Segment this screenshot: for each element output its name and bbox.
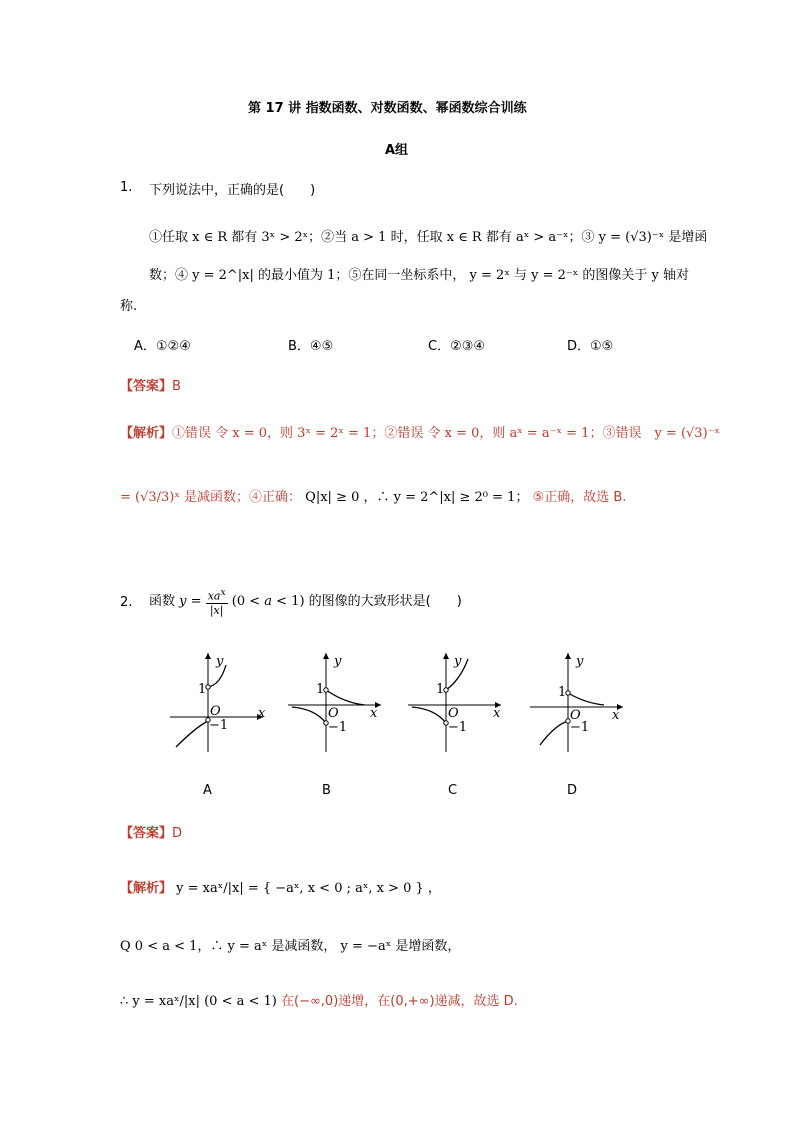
q2-analysis-line2 — [120, 935, 460, 954]
q1-analysis-text2a: = (√3/3)ˣ 是减函数；④正确： — [120, 490, 302, 505]
q2-stem-post: 的图像的大致形状是( ) — [308, 593, 462, 609]
graph-c-tick-1: 1 — [436, 682, 445, 697]
q1-option-d[interactable]: D．①⑤ — [567, 339, 614, 354]
q1-line2: 数；④ y = 2^|x| 的最小值为 1；⑤在同一坐标系中， y = 2ˣ 与 y = 2⁻ˣ 的图像关于 y 轴对 — [149, 268, 689, 283]
graph-a-origin: O — [210, 704, 221, 719]
graph-c-y-label: y — [454, 654, 462, 669]
graph-b-origin: O — [328, 706, 339, 721]
q1-stem: 下列说法中，正确的是( ) — [149, 183, 316, 198]
q1-answer — [120, 375, 181, 394]
q1-analysis-text2b: Q|x| ≥ 0 ，∴ y = 2^|x| ≥ 2⁰ = 1； — [305, 490, 529, 505]
graph-label-b[interactable]: B — [322, 783, 331, 798]
q2-fraction: $\frac{xa^x}{|x|}$ — [207, 587, 226, 617]
q2-answer-value: D — [172, 826, 183, 841]
graph-d-tick-neg1: −1 — [570, 720, 590, 735]
graph-b-y-label: y — [334, 654, 342, 669]
graph-c-tick-neg1: −1 — [448, 720, 468, 735]
graph-b-tick-neg1: −1 — [328, 720, 348, 735]
q1-option-a[interactable]: A．①②④ — [134, 339, 191, 354]
q2-number: 2. — [120, 595, 133, 610]
q2-function-formula: y = $\frac{xa^x}{|x|}$ (0 < a < 1) — [179, 587, 309, 617]
q1-analysis-text2c: ⑤正确，故选 B. — [532, 490, 627, 505]
graph-b-tick-1: 1 — [316, 682, 325, 697]
graph-a-y-label: y — [216, 654, 224, 669]
group-heading: A组 — [385, 143, 409, 158]
q2-stem — [149, 586, 462, 617]
graph-d[interactable] — [530, 653, 623, 752]
graph-d-x-label: x — [612, 708, 620, 723]
graph-d-tick-1: 1 — [558, 685, 567, 700]
q1-analysis-line2 — [120, 486, 626, 505]
graph-a-tick-1: 1 — [198, 682, 207, 697]
graph-a[interactable] — [170, 653, 266, 752]
graph-a-x-label: x — [258, 706, 266, 721]
q2-analysis-line3 — [120, 990, 518, 1009]
q2-analysis-text3a: ∴ y = xaˣ/|x| (0 < a < 1) — [120, 994, 277, 1009]
q1-line1: ①任取 x ∈ R 都有 3ˣ > 2ˣ；②当 a > 1 时，任取 x ∈ R 都有 aˣ > a⁻ˣ；③ y = (√3)⁻ˣ 是增函 — [149, 230, 708, 245]
graph-b[interactable] — [288, 653, 381, 752]
q1-option-c[interactable]: C．②③④ — [428, 339, 486, 354]
q1-number: 1. — [120, 180, 133, 195]
q1-line3: 称. — [120, 299, 138, 314]
q1-analysis-line1 — [120, 422, 720, 441]
graph-c-origin: O — [448, 706, 459, 721]
graph-d-y-label: y — [576, 654, 584, 669]
q2-graphs — [160, 645, 630, 760]
graph-label-c[interactable]: C — [448, 783, 458, 798]
q1-answer-value: B — [172, 379, 181, 394]
q2-analysis-text2: Q 0 < a < 1，∴ y = aˣ 是减函数， y = −aˣ 是增函数， — [120, 939, 461, 954]
graph-label-a[interactable]: A — [203, 783, 212, 798]
graph-c-x-label: x — [493, 706, 501, 721]
q2-stem-pre: 函数 — [149, 593, 176, 609]
graph-b-x-label: x — [370, 706, 378, 721]
q2-analysis-text3b: 在(−∞,0)递增，在(0,+∞)递减，故选 D. — [281, 994, 518, 1009]
q2-analysis-line1 — [120, 877, 441, 896]
q1-answer-label: 【答案】 — [120, 379, 173, 394]
graph-c[interactable] — [408, 653, 501, 752]
q1-analysis-text1: ①错误 令 x = 0，则 3ˣ = 2ˣ = 1；②错误 令 x = 0，则 aˣ = a⁻ˣ = 1；③错误 y = (√3)⁻ˣ — [172, 426, 721, 441]
q2-analysis-formula: y = xaˣ/|x| = { −aˣ, x < 0 ; aˣ, x > 0 } ， — [176, 881, 441, 896]
graph-label-d[interactable]: D — [567, 783, 578, 798]
graph-a-tick-neg1: −1 — [209, 718, 229, 733]
q1-analysis-label: 【解析】 — [120, 426, 173, 441]
q1-option-b[interactable]: B．④⑤ — [288, 339, 334, 354]
q2-answer-label: 【答案】 — [120, 826, 173, 841]
q2-analysis-label: 【解析】 — [120, 881, 173, 896]
q2-answer — [120, 822, 182, 841]
page-title: 第 17 讲 指数函数、对数函数、幂函数综合训练 — [248, 101, 527, 116]
graph-d-origin: O — [570, 708, 581, 723]
